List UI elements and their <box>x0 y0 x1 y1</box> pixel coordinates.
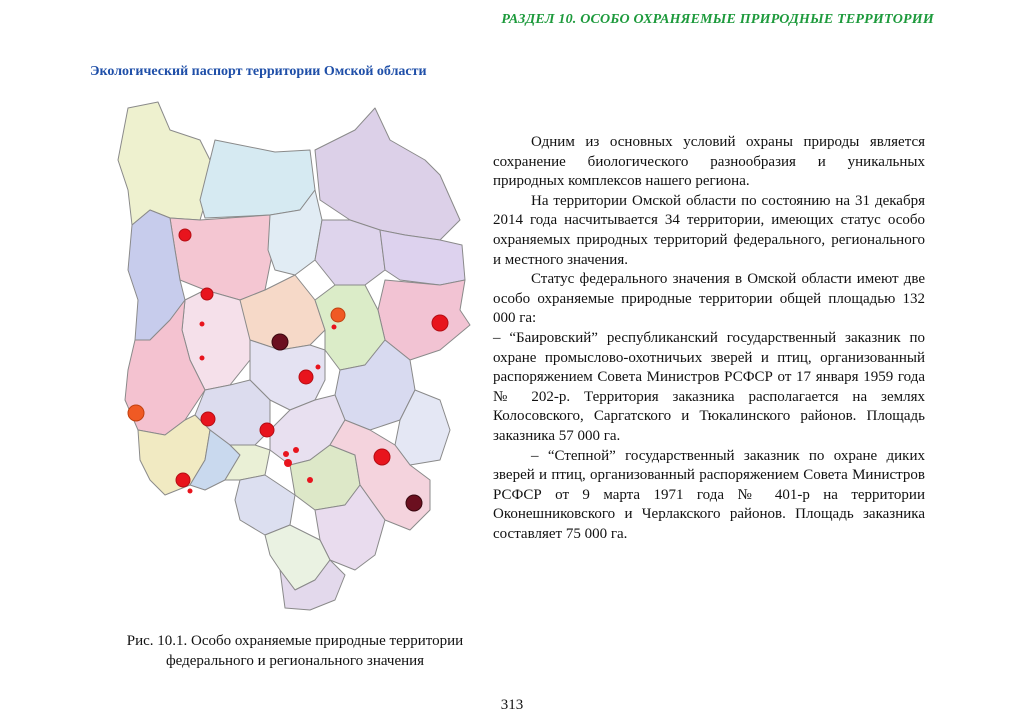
body-text <box>493 133 925 544</box>
reserve-marker <box>332 325 337 330</box>
reserve-marker <box>179 229 191 241</box>
reserve-marker <box>432 315 448 331</box>
page-number: 313 <box>500 697 524 713</box>
reserve-marker <box>331 308 345 322</box>
region-ne-mid <box>315 220 385 285</box>
reserve-marker <box>188 489 193 494</box>
reserve-marker <box>272 334 288 350</box>
caption-line-2: федерального и регионального значения <box>165 653 425 669</box>
region-n1 <box>200 140 315 218</box>
reserve-marker <box>260 423 274 437</box>
paragraph: Одним из основных условий охраны природы является сохранение биологического разнообразия и уникальных природных комплексов нашего региона. <box>493 134 925 190</box>
omsk-region-map <box>110 100 490 615</box>
figure-caption <box>90 631 500 671</box>
reserve-marker <box>316 365 321 370</box>
reserve-marker <box>299 370 313 384</box>
reserve-marker <box>201 288 213 300</box>
region-nw <box>118 102 215 225</box>
paragraph: На территории Омской области по состоянию на 31 декабря 2014 года насчитывается 34 территории, имеющих статус особо охраняемых природных территорий федерального, регионального и местного значения. <box>493 192 925 268</box>
paragraph: – “Баировский” республиканский государственный заказник по охране промыслово-охотничьих зверей и птиц, организованный распоряжением Совета Министров РСФСР от 17 января 1959 года № 202-р. Территория заказника располагается на землях Колосовского, Саргатского и Тюкалинского районов. Площадь заказника 57 000 га. <box>493 329 925 444</box>
region-n2 <box>170 215 275 300</box>
reserve-marker <box>293 447 299 453</box>
region-s3 <box>235 475 295 535</box>
reserve-marker <box>176 473 190 487</box>
caption-line-1: Рис. 10.1. Особо охраняемые природные территории <box>126 633 464 649</box>
paragraph: Статус федерального значения в Омской области имеют две особо охраняемые природные территории общей площадью 132 000 га: <box>493 271 925 327</box>
reserve-marker <box>284 459 292 467</box>
paragraph: – “Степной” государственный заказник по охране диких зверей и птиц, организованный распоряжением Совета Министров РСФСР от 9 марта 1971 года № 401-р на территории Оконешниковского и Черлакского районов. Площадь заказника составляет 75 000 га. <box>493 447 925 542</box>
reserve-marker <box>200 322 205 327</box>
reserve-marker <box>406 495 422 511</box>
reserve-marker <box>128 405 144 421</box>
region-e1 <box>380 230 465 285</box>
section-header: РАЗДЕЛ 10. ОСОБО ОХРАНЯЕМЫЕ ПРИРОДНЫЕ ТЕРРИТОРИИ <box>501 12 934 27</box>
reserve-marker <box>200 356 205 361</box>
reserve-marker <box>201 412 215 426</box>
page-subtitle: Экологический паспорт территории Омской области <box>90 64 427 79</box>
reserve-marker <box>307 477 313 483</box>
reserve-marker <box>283 451 289 457</box>
reserve-marker <box>374 449 390 465</box>
